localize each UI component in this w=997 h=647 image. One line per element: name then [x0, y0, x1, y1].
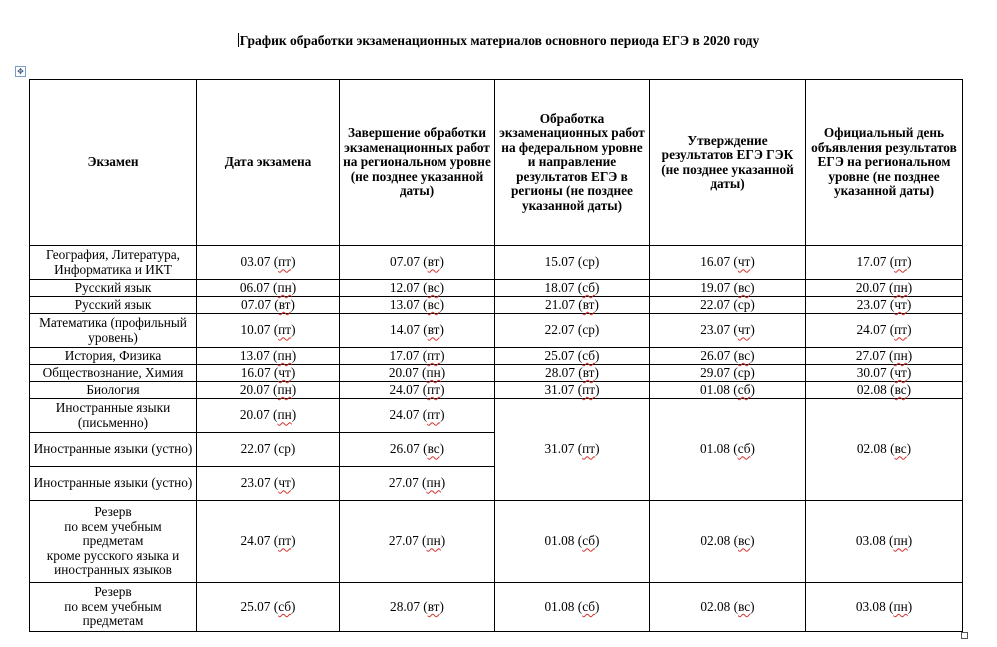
date-cell: 24.07 (пт) — [197, 501, 340, 583]
announce-cell: 27.07 (пн) — [806, 348, 963, 365]
schedule-table — [29, 79, 963, 632]
document-title — [0, 33, 997, 49]
document-title-text: График обработки экзаменационных материалов основного периода ЕГЭ в 2020 году — [239, 33, 760, 48]
exam-cell: Иностранные языки (устно) — [30, 433, 197, 467]
announce-cell: 30.07 (чт) — [806, 365, 963, 382]
date-cell: 06.07 (пн) — [197, 280, 340, 297]
federal-cell: 01.08 (сб) — [495, 583, 650, 632]
announce-cell: 20.07 (пн) — [806, 280, 963, 297]
regional-cell: 27.07 (пн) — [340, 467, 495, 501]
date-cell: 13.07 (пн) — [197, 348, 340, 365]
approval-cell-merged: 01.08 (сб) — [650, 399, 806, 501]
header-approval: Утверждение результатов ЕГЭ ГЭК (не позднее указанной даты) — [650, 80, 806, 246]
exam-cell: Иностранные языки (устно) — [30, 467, 197, 501]
regional-cell: 12.07 (вс) — [340, 280, 495, 297]
announce-cell: 24.07 (пт) — [806, 314, 963, 348]
regional-cell: 17.07 (пт) — [340, 348, 495, 365]
table-resize-handle[interactable] — [961, 632, 968, 639]
announce-cell: 23.07 (чт) — [806, 297, 963, 314]
header-regional: Завершение обработки экзаменационных работ на региональном уровне (не позднее указанной даты) — [340, 80, 495, 246]
regional-cell: 26.07 (вс) — [340, 433, 495, 467]
approval-cell: 19.07 (вс) — [650, 280, 806, 297]
regional-cell: 28.07 (вт) — [340, 583, 495, 632]
federal-cell: 25.07 (сб) — [495, 348, 650, 365]
approval-cell: 01.08 (сб) — [650, 382, 806, 399]
table-row — [30, 297, 963, 314]
date-cell: 16.07 (чт) — [197, 365, 340, 382]
date-cell: 03.07 (пт) — [197, 246, 340, 280]
exam-cell: Иностранные языки (письменно) — [30, 399, 197, 433]
exam-cell: История, Физика — [30, 348, 197, 365]
federal-cell: 01.08 (сб) — [495, 501, 650, 583]
regional-cell: 24.07 (пт) — [340, 382, 495, 399]
date-cell: 22.07 (ср) — [197, 433, 340, 467]
announce-cell: 02.08 (вс) — [806, 382, 963, 399]
table-row — [30, 314, 963, 348]
regional-cell: 07.07 (вт) — [340, 246, 495, 280]
federal-cell: 15.07 (ср) — [495, 246, 650, 280]
exam-cell: Русский язык — [30, 297, 197, 314]
exam-cell: Резерв по всем учебным предметам кроме русского языка и иностранных языков — [30, 501, 197, 583]
date-cell: 10.07 (пт) — [197, 314, 340, 348]
announce-cell: 03.08 (пн) — [806, 501, 963, 583]
header-row — [30, 80, 963, 246]
header-exam: Экзамен — [30, 80, 197, 246]
header-federal: Обработка экзаменационных работ на федеральном уровне и направление результатов ЕГЭ в регионы (не позднее указанной даты) — [495, 80, 650, 246]
regional-cell: 20.07 (пн) — [340, 365, 495, 382]
date-cell: 25.07 (сб) — [197, 583, 340, 632]
table-row — [30, 348, 963, 365]
table-row — [30, 382, 963, 399]
approval-cell: 29.07 (ср) — [650, 365, 806, 382]
federal-cell-merged: 31.07 (пт) — [495, 399, 650, 501]
regional-cell: 24.07 (пт) — [340, 399, 495, 433]
federal-cell: 31.07 (пт) — [495, 382, 650, 399]
approval-cell: 26.07 (вс) — [650, 348, 806, 365]
federal-cell: 18.07 (сб) — [495, 280, 650, 297]
table-row — [30, 583, 963, 632]
date-cell: 07.07 (вт) — [197, 297, 340, 314]
approval-cell: 16.07 (чт) — [650, 246, 806, 280]
table-row — [30, 280, 963, 297]
regional-cell: 14.07 (вт) — [340, 314, 495, 348]
approval-cell: 02.08 (вс) — [650, 583, 806, 632]
announce-cell: 17.07 (пт) — [806, 246, 963, 280]
approval-cell: 22.07 (ср) — [650, 297, 806, 314]
regional-cell: 13.07 (вс) — [340, 297, 495, 314]
announce-cell: 03.08 (пн) — [806, 583, 963, 632]
exam-cell: Биология — [30, 382, 197, 399]
federal-cell: 21.07 (вт) — [495, 297, 650, 314]
text-cursor — [238, 33, 239, 47]
exam-cell: Русский язык — [30, 280, 197, 297]
header-announce: Официальный день объявления результатов ЕГЭ на региональном уровне (не позднее указанной даты) — [806, 80, 963, 246]
table-row — [30, 399, 963, 433]
federal-cell: 22.07 (ср) — [495, 314, 650, 348]
announce-cell-merged: 02.08 (вс) — [806, 399, 963, 501]
federal-cell: 28.07 (вт) — [495, 365, 650, 382]
exam-cell: Обществознание, Химия — [30, 365, 197, 382]
table-row — [30, 365, 963, 382]
date-cell: 20.07 (пн) — [197, 399, 340, 433]
exam-cell: Резерв по всем учебным предметам — [30, 583, 197, 632]
table-row — [30, 246, 963, 280]
approval-cell: 23.07 (чт) — [650, 314, 806, 348]
date-cell: 23.07 (чт) — [197, 467, 340, 501]
approval-cell: 02.08 (вс) — [650, 501, 806, 583]
regional-cell: 27.07 (пн) — [340, 501, 495, 583]
exam-cell: Математика (профильный уровень) — [30, 314, 197, 348]
date-cell: 20.07 (пн) — [197, 382, 340, 399]
exam-cell: География, Литература, Информатика и ИКТ — [30, 246, 197, 280]
header-date: Дата экзамена — [197, 80, 340, 246]
table-row — [30, 501, 963, 583]
table-move-handle-icon[interactable]: ✥ — [15, 66, 26, 77]
